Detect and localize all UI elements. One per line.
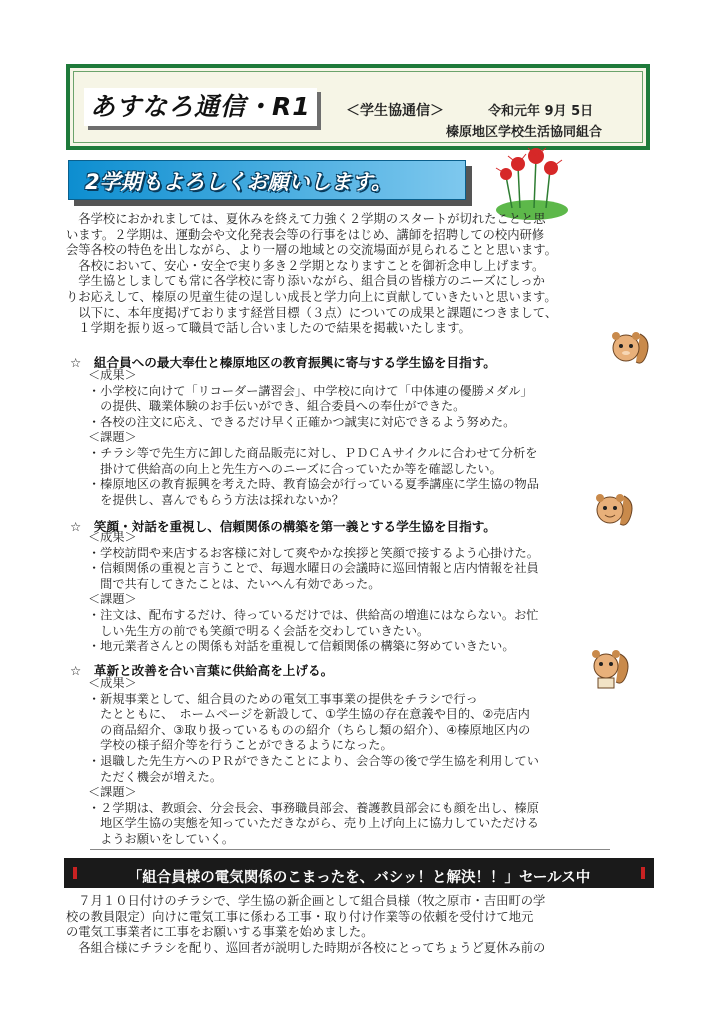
result-line: たとともに、 ホームページを新設して、①学生協の存在意義や目的、②売店内	[88, 707, 530, 722]
issue-line: 掛けて供給高の向上と先生方へのニーズに合っていたか等を確認したい。	[88, 461, 502, 476]
issue-line: 地区学生協の実態を知っていただきながら、売り上げ向上に協力していただける	[88, 816, 539, 831]
organization-name: 榛原地区学校生活協同組合	[446, 125, 603, 140]
issue-line: ・２学期は、教頭会、分会長会、事務職員部会、養護教員部会にも顔を出し、榛原	[88, 800, 539, 815]
newsletter-subtitle: ＜学生協通信＞	[346, 103, 444, 119]
goal-1-title: ☆ 組合員への最大奉仕と榛原地区の教育振興に寄与する学生協を目指す。	[70, 355, 496, 370]
sales-line: 各組合様にチラシを配り、巡回者が説明した時期が各校にとってちょうど夏休み前の	[78, 940, 546, 955]
result-line: ・小学校に向けて「リコーダー講習会」、中学校に向けて「中体連の優勝メダル」	[88, 383, 533, 398]
issue-line: ようお願いをしていく。	[88, 831, 235, 846]
greeting-banner-text: 2学期もよろしくお願いします。	[85, 170, 392, 194]
results-label: ＜成果＞	[88, 368, 137, 382]
issue-line: を提供し、喜んでもらう方法は採れないか？	[88, 492, 344, 507]
results-label: ＜成果＞	[88, 676, 137, 690]
intro-line: 各学校におかれましては、夏休みを終えて力強く２学期のスタートが切れたことと思	[78, 212, 546, 226]
result-line: 学校の様子紹介等を行うことができるようになった。	[88, 738, 393, 753]
result-line: ・各校の注文に応え、できるだけ早く正確かつ誠実に対応できるよう努めた。	[88, 414, 516, 429]
issues-label: ＜課題＞	[88, 430, 137, 445]
squirrel-mascot-icon	[590, 488, 636, 534]
greeting-banner	[68, 160, 466, 200]
issue-line: ・注文は、配布するだけ、待っているだけでは、供給高の増進にはならない。お忙	[88, 607, 539, 622]
intro-line: います。２学期は、運動会や文化発表会等の行事をはじめ、講師を招聘しての校内研修	[66, 227, 545, 242]
results-label: ＜成果＞	[88, 530, 137, 544]
issues-label: ＜課題＞	[88, 785, 137, 800]
result-line: ・学校訪問や来店するお客様に対して爽やかな挨拶と笑顔で接するよう心掛けた。	[88, 545, 539, 560]
goal-2-body	[88, 530, 658, 655]
result-line: の提供、職業体験のお手伝いができ、組合委員への奉仕ができた。	[88, 399, 466, 414]
sales-line: 校の教員限定）向けに電気工事に係わる工事・取り付け作業等の依頼を受付けて地元	[66, 909, 534, 924]
issue-date: 令和元年 9月 5日	[488, 104, 594, 119]
result-line: 間で共有してきたことは、たいへん有効であった。	[88, 576, 381, 591]
sales-banner	[64, 858, 654, 888]
result-line: ・信頼関係の重視と言うことで、毎週水曜日の会議時に巡回情報と店内情報を社員	[88, 561, 539, 576]
divider	[90, 849, 610, 850]
intro-line: 以下に、本年度掲げております経営目標（３点）についての成果と課題につきまして、	[78, 305, 558, 320]
intro-line: 学生協としましても常に各学校に寄り添いながら、組合員の皆様方のニーズにしっか	[78, 274, 545, 289]
intro-line: 会等各校の特色を出しながら、より一層の地域との交流場面が見られることと思います。	[66, 243, 557, 258]
sales-paragraph	[66, 894, 656, 956]
sales-line: ７月１０日付けのチラシで、学生協の新企画として組合員様（牧之原市・吉田町の学	[78, 894, 546, 908]
squirrel-mascot-icon	[606, 326, 652, 372]
issues-label: ＜課題＞	[88, 592, 137, 607]
issue-line: ・チラシ等で先生方に卸した商品販売に対し、ＰＤＣＡサイクルに合わせて分析を	[88, 445, 538, 460]
sales-banner-text: 「組合員様の電気関係のこまったを、バシッ！と解決！！」セールス中	[127, 870, 591, 886]
intro-line: りお応えして、榛原の児童生徒の逞しい成長と学力向上に貢献していきたいと思います。	[66, 289, 557, 304]
issue-line: しい先生方の前でも笑顔で明るく会話を交わしていきたい。	[88, 623, 430, 638]
intro-paragraph	[66, 212, 656, 337]
intro-line: 各校において、安心・安全で実り多き２学期となりますことを御祈念申し上げます。	[78, 258, 545, 273]
goal-1-body	[88, 368, 658, 508]
issue-line: ・地元業者さんとの関係も対話を重視して信頼関係の構築に努めていきたい。	[88, 639, 515, 654]
issue-line: ・榛原地区の教育振興を考えた時、教育協会が行っている夏季講座に学生協の物品	[88, 477, 539, 492]
result-line: ただく機会が増えた。	[88, 769, 223, 784]
result-line: ・新規事業として、組合員のための電気工事事業の提供をチラシで行っ	[88, 691, 478, 706]
masthead-title: あすなろ通信・R1	[84, 88, 317, 126]
sales-line: の電気工事業者に工事をお願いする事業を始めました。	[66, 925, 374, 940]
goal-2-title: ☆ 笑顔・対話を重視し、信頼関係の構築を第一義とする学生協を目指す。	[70, 519, 496, 534]
intro-line: １学期を振り返って職員で話し合いましたので結果を掲載いたします。	[78, 321, 471, 336]
result-line: の商品紹介、③取り扱っているものの紹介（ちらし類の紹介）、④榛原地区内の	[88, 722, 531, 737]
goal-3-title: ☆ 革新と改善を合い言葉に供給高を上げる。	[70, 663, 334, 678]
goal-3-body	[88, 676, 658, 848]
result-line: ・退職した先生方へのＰＲができたことにより、会合等の後で学生協を利用してい	[88, 753, 539, 768]
